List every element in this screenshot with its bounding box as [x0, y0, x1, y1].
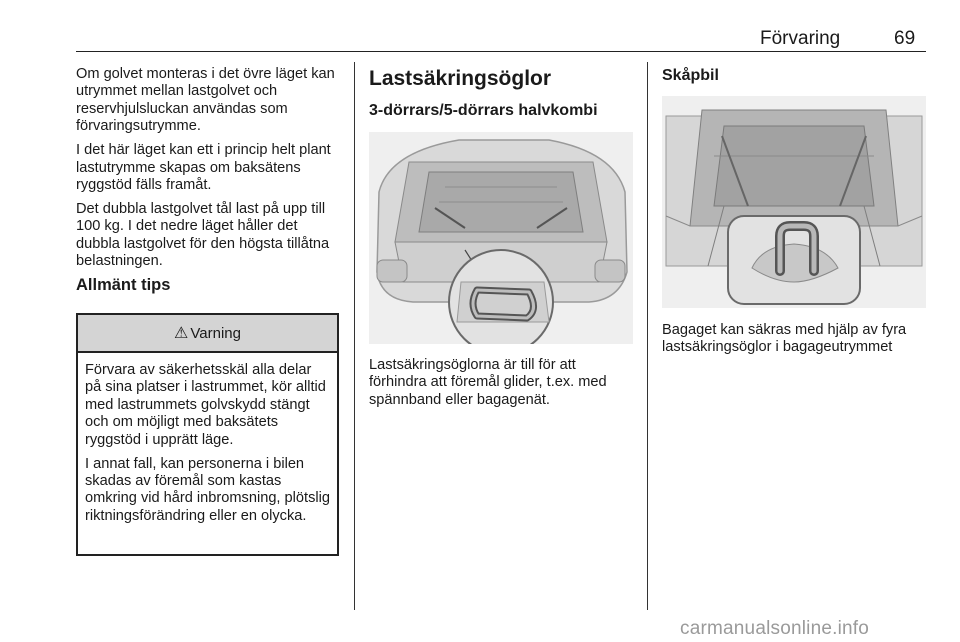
section-heading: Lastsäkringsöglor: [369, 67, 552, 90]
body-paragraph: Om golvet monteras i det övre läget kan utrymmet mellan lastgolvet och reservhjulsluckan användas som förvaringsutrymme.: [76, 66, 335, 135]
right-caption-block: [662, 322, 928, 363]
middle-caption-block: [369, 357, 635, 416]
right-column: [662, 66, 928, 94]
warning-title: Varning: [190, 324, 241, 342]
running-header-title: Förvaring: [760, 28, 841, 49]
warning-header: [78, 315, 337, 353]
column-divider-1: [354, 62, 355, 610]
warning-box: [76, 313, 339, 556]
page-number: 69: [894, 28, 916, 49]
subheading-hatchback: 3-dörrars/5-dörrars halvkombi: [369, 102, 598, 119]
warning-body: [78, 353, 337, 525]
left-column: [76, 66, 344, 305]
body-paragraph: Det dubbla lastgolvet tål last på upp till 100 kg. I det nedre läget håller det dubbla lastgolvet för den högsta tillåtna belastningen.: [76, 201, 330, 270]
watermark: carmanualsonline.info: [680, 618, 870, 639]
warning-paragraph: I annat fall, kan personerna i bilen skadas av föremål som kastas omkring vid hård inbromsning, plötslig riktningsförändring eller en olycka.: [85, 455, 330, 524]
warning-triangle-icon: ⚠: [174, 325, 189, 342]
figure-caption: Lastsäkringsöglorna är till för att förhindra att föremål glider, t.ex. med spännband eller bagagenät.: [369, 357, 607, 408]
column-divider-2: [647, 62, 648, 610]
van-cargo-illustration: [662, 96, 926, 308]
body-paragraph: I det här läget kan ett i princip helt plant lastutrymme skapas om baksätens ryggstöd fälls framåt.: [76, 142, 331, 194]
subheading-general-tips: Allmänt tips: [76, 276, 171, 295]
figure-caption: Bagaget kan säkras med hjälp av fyra lastsäkringsöglor i bagageutrymmet: [662, 322, 907, 356]
hatchback-trunk-illustration: [369, 132, 633, 344]
header-rule: [76, 51, 926, 52]
middle-column: [369, 66, 635, 129]
warning-paragraph: Förvara av säkerhetsskäl alla delar på sina platser i lastrummet, kör alltid med lastrummets golvskydd stängt och om möjligt med baksätets ryggstöd i upprätt läge.: [85, 362, 326, 448]
subheading-van: Skåpbil: [662, 67, 719, 84]
